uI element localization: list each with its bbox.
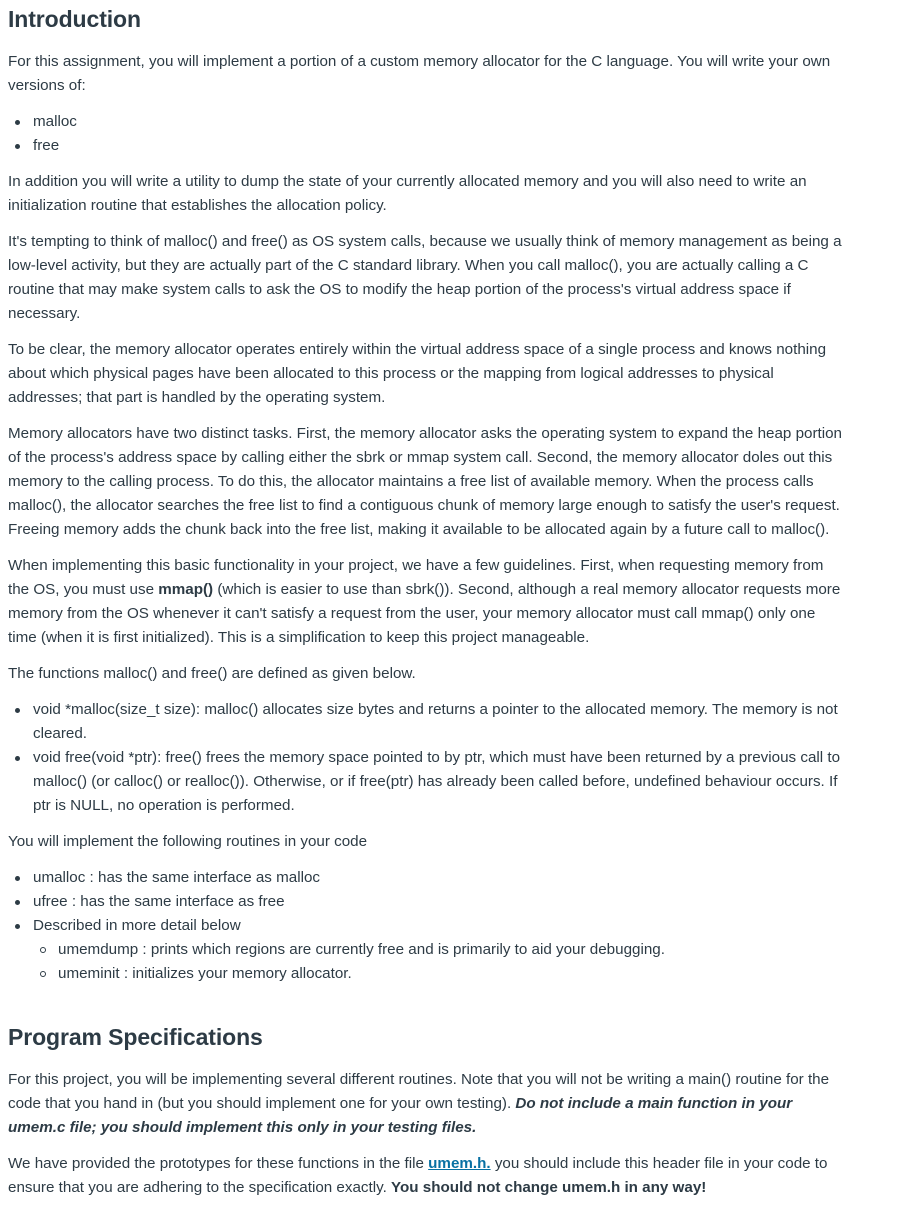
text: (which is easier to use than sbrk()). Second, although a real memory allocator requests more memory from the OS whenever it can't satisfy a request from the user, your memory allocator must call mmap() only one time (when it is first initialized). This is a simplification to keep this project manageable. — [8, 581, 841, 646]
list-item: ufree : has the same interface as free — [33, 890, 848, 914]
warning-bold: You should not change umem.h in any way! — [391, 1179, 707, 1196]
spec-paragraph — [8, 1152, 848, 1200]
program-specifications-heading: Program Specifications — [8, 1024, 263, 1050]
list-item: malloc — [33, 110, 848, 134]
emphasis: Do not include a main function in your umem.c file; you should implement this only in your testing files. — [8, 1095, 793, 1136]
routine-list — [8, 866, 848, 986]
list-item: void free(void *ptr): free() frees the memory space pointed to by ptr, which must have been returned by a previous call to malloc() (or calloc() or realloc()). Otherwise, or if free(ptr) has already been called before, undefined behaviour occurs. If ptr is NULL, no operation is performed. — [33, 746, 848, 818]
function-list — [8, 110, 848, 158]
list-item: umeminit : initializes your memory allocator. — [58, 962, 848, 986]
text: Described in more detail below — [33, 917, 241, 934]
list-item: void *malloc(size_t size): malloc() allocates size bytes and returns a pointer to the allocated memory. The memory is not cleared. — [33, 698, 848, 746]
sub-routine-list — [33, 938, 848, 986]
paragraph: The functions malloc() and free() are defined as given below. — [8, 665, 416, 682]
text: When implementing this basic functionality in your project, we have a few guidelines. First, when requesting memory from the OS, you must use — [8, 557, 824, 598]
intro-paragraph: For this assignment, you will implement a portion of a custom memory allocator for the C language. You will write your own versions of: — [8, 53, 831, 94]
paragraph: It's tempting to think of malloc() and free() as OS system calls, because we usually think of memory management as being a low-level activity, but they are actually part of the C standard library. When you call malloc(), you are actually calling a C routine that may make system calls to ask the OS to modify the heap portion of the process's virtual address space if necessary. — [8, 233, 842, 322]
text: For this project, you will be implementing several different routines. Note that you will not be writing a main() routine for the code that you hand in (but you should implement one for your own testing). — [8, 1071, 830, 1112]
list-item: free — [33, 134, 848, 158]
paragraph: To be clear, the memory allocator operates entirely within the virtual address space of a single process and knows nothing about which physical pages have been allocated to this process or the mapping from logical addresses to physical addresses; that part is handled by the operating system. — [8, 341, 827, 406]
paragraph: You will implement the following routines in your code — [8, 833, 368, 850]
umem-h-link[interactable]: umem.h. — [428, 1155, 491, 1172]
guidelines-paragraph — [8, 554, 848, 650]
spec-paragraph — [8, 1068, 848, 1140]
list-item: umemdump : prints which regions are currently free and is primarily to aid your debugging. — [58, 938, 848, 962]
list-item: umalloc : has the same interface as malloc — [33, 866, 848, 890]
definition-list — [8, 698, 848, 818]
mmap-bold: mmap() — [158, 581, 214, 598]
list-item — [33, 914, 848, 986]
introduction-heading: Introduction — [8, 6, 141, 32]
text: you should include this header file in your code to ensure that you are adhering to the specification exactly. — [8, 1155, 828, 1196]
paragraph: Memory allocators have two distinct tasks. First, the memory allocator asks the operating system to expand the heap portion of the process's address space by calling either the sbrk or mmap system call. Second, the memory allocator doles out this memory to the calling process. To do this, the allocator maintains a free list of available memory. When the process calls malloc(), the allocator searches the free list to find a contiguous chunk of memory large enough to satisfy the user's request. Freeing memory adds the chunk back into the free list, making it available to be allocated again by a future call to malloc(). — [8, 425, 843, 538]
paragraph: In addition you will write a utility to dump the state of your currently allocated memory and you will also need to write an initialization routine that establishes the allocation policy. — [8, 173, 807, 214]
text: We have provided the prototypes for these functions in the file — [8, 1155, 429, 1172]
